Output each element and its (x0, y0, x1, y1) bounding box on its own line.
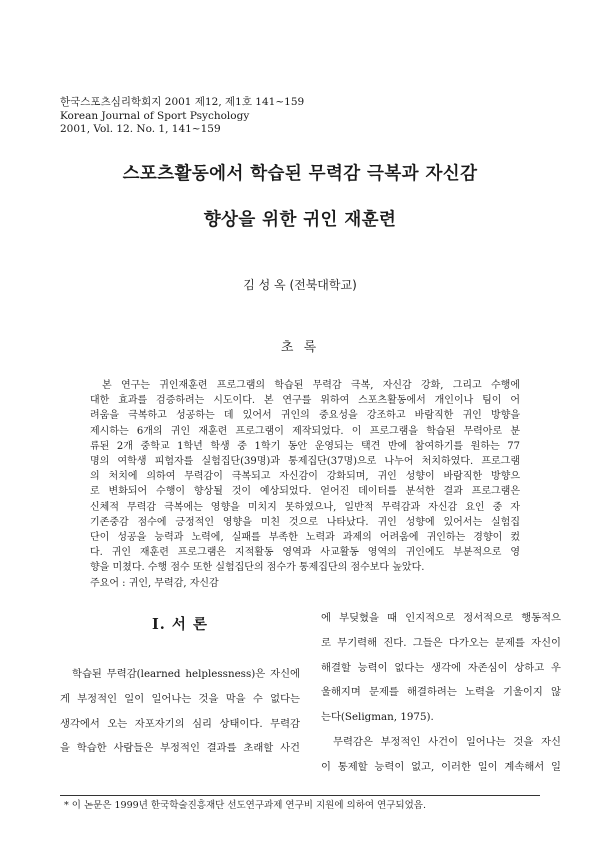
journal-volume-line: 2001, Vol. 12. No. 1, 141~159 (60, 123, 221, 135)
paragraph-line: 이 통제할 능력이 없고, 이러한 일이 계속해서 일 (321, 760, 561, 773)
abstract-line: 향을 미쳤다. 수행 점수 또한 실험집단의 점수가 통제집단의 점수보다 높았다. (90, 562, 425, 574)
left-column-text (60, 662, 300, 761)
abstract-line: 의 처치에 의하여 무력감이 극복되고 자신감이 강화되며, 귀인 성향이 바람직한 방향으 (90, 471, 520, 483)
abstract-line: 명의 여학생 피험자를 실험집단(39명)과 통제집단(37명)으로 나누어 처치하였다. 프로그램 (90, 456, 520, 468)
right-column-text (321, 606, 561, 780)
paragraph-line: 학습된 무력감(learned helplessness)은 자신에 (72, 668, 300, 680)
abstract-body (90, 378, 520, 576)
footnote-divider (60, 795, 540, 796)
journal-line-english: Korean Journal of Sport Psychology (60, 109, 250, 122)
abstract-line: 단이 성공을 능력과 노력에, 실패를 부족한 노력과 과제의 어려움에 귀인하는 경향이 컸 (90, 532, 520, 544)
section-title: Ⅰ. 서 론 (152, 616, 208, 633)
abstract-line: 본 연구는 귀인재훈련 프로그램의 학습된 무력감 극복, 자신감 강화, 그리고 수행에 (102, 380, 520, 391)
abstract-line: 다. 귀인 재훈련 프로그램은 지적활동 영역과 사교활동 영역의 귀인에도 부분적으로 영 (90, 547, 520, 559)
abstract-line: 로 변화되어 수행이 향상될 것이 예상되었다. 얻어진 데이터를 분석한 결과 프로그램은 (90, 486, 520, 498)
paragraph-line: 을 학습한 사람들은 부정적인 결과를 초래할 사건 (60, 742, 300, 755)
paragraph-line: 생각에서 오는 자포자기의 심리 상태이다. 무력감 (60, 717, 300, 730)
keywords: 주요어 : 귀인, 무력감, 자신감 (90, 578, 219, 589)
paragraph-line: 로 무기력해 진다. 그들은 다가오는 문제를 자신이 (321, 636, 561, 649)
paragraph-line: 에 부딪혔을 때 인지적으로 정서적으로 행동적으 (321, 612, 561, 624)
journal-line-korean: 한국스포츠심리학회지 2001 제12, 제1호 141~159 (60, 96, 305, 108)
footnote: * 이 논문은 1999년 한국학술진흥재단 선도연구과제 연구비 지원에 의하여 연구되었음. (64, 800, 426, 811)
abstract-line: 신체적 무력감 극복에는 영향을 미치지 못하였으나, 일반적 무력감과 자신감 요인 중 자 (90, 501, 520, 513)
paper-title-line-2: 향상을 위한 귀인 재훈련 (203, 210, 397, 230)
journal-header (60, 96, 304, 137)
paragraph-line: 무력감은 부정적인 사건이 일어나는 것을 자신 (333, 735, 561, 748)
abstract-line: 류된 2개 중학교 1학년 학생 중 1학기 동안 운영되는 택견 반에 참여하기를 원하는 77 (90, 440, 520, 452)
abstract-line: 려움을 극복하고 성공하는 데 있어서 귀인의 중요성을 강조하고 바람직한 귀인 방향을 (90, 410, 520, 422)
abstract-line: 대한 효과를 검증하려는 시도이다. 본 연구를 위하여 스포츠활동에서 개인이나 팀이 어 (90, 395, 520, 407)
author-affiliation: 김 성 옥 (전북대학교) (243, 278, 357, 292)
paragraph-line: 해결할 능력이 없다는 생각에 자존심이 상하고 우 (321, 661, 561, 674)
paper-title-line-1: 스포츠활동에서 학습된 무력감 극복과 자신감 (122, 164, 478, 184)
paragraph-line: 는다(Seligman, 1975). (321, 711, 434, 724)
abstract-line: 제시하는 6개의 귀인 재훈련 프로그램이 제작되었다. 이 프로그램을 학습된 무력아로 분 (90, 425, 520, 437)
abstract-line: 기존중감 점수에 긍정적인 영향을 미친 것으로 나타났다. 귀인 성향에 있어서는 실험집 (90, 516, 520, 528)
paragraph-line: 게 부정적인 일이 일어나는 것을 막을 수 없다는 (60, 692, 300, 705)
paragraph-line: 울해지며 문제를 해결하려는 노력을 기울이지 않 (321, 686, 561, 699)
abstract-heading: 초 록 (280, 340, 320, 355)
